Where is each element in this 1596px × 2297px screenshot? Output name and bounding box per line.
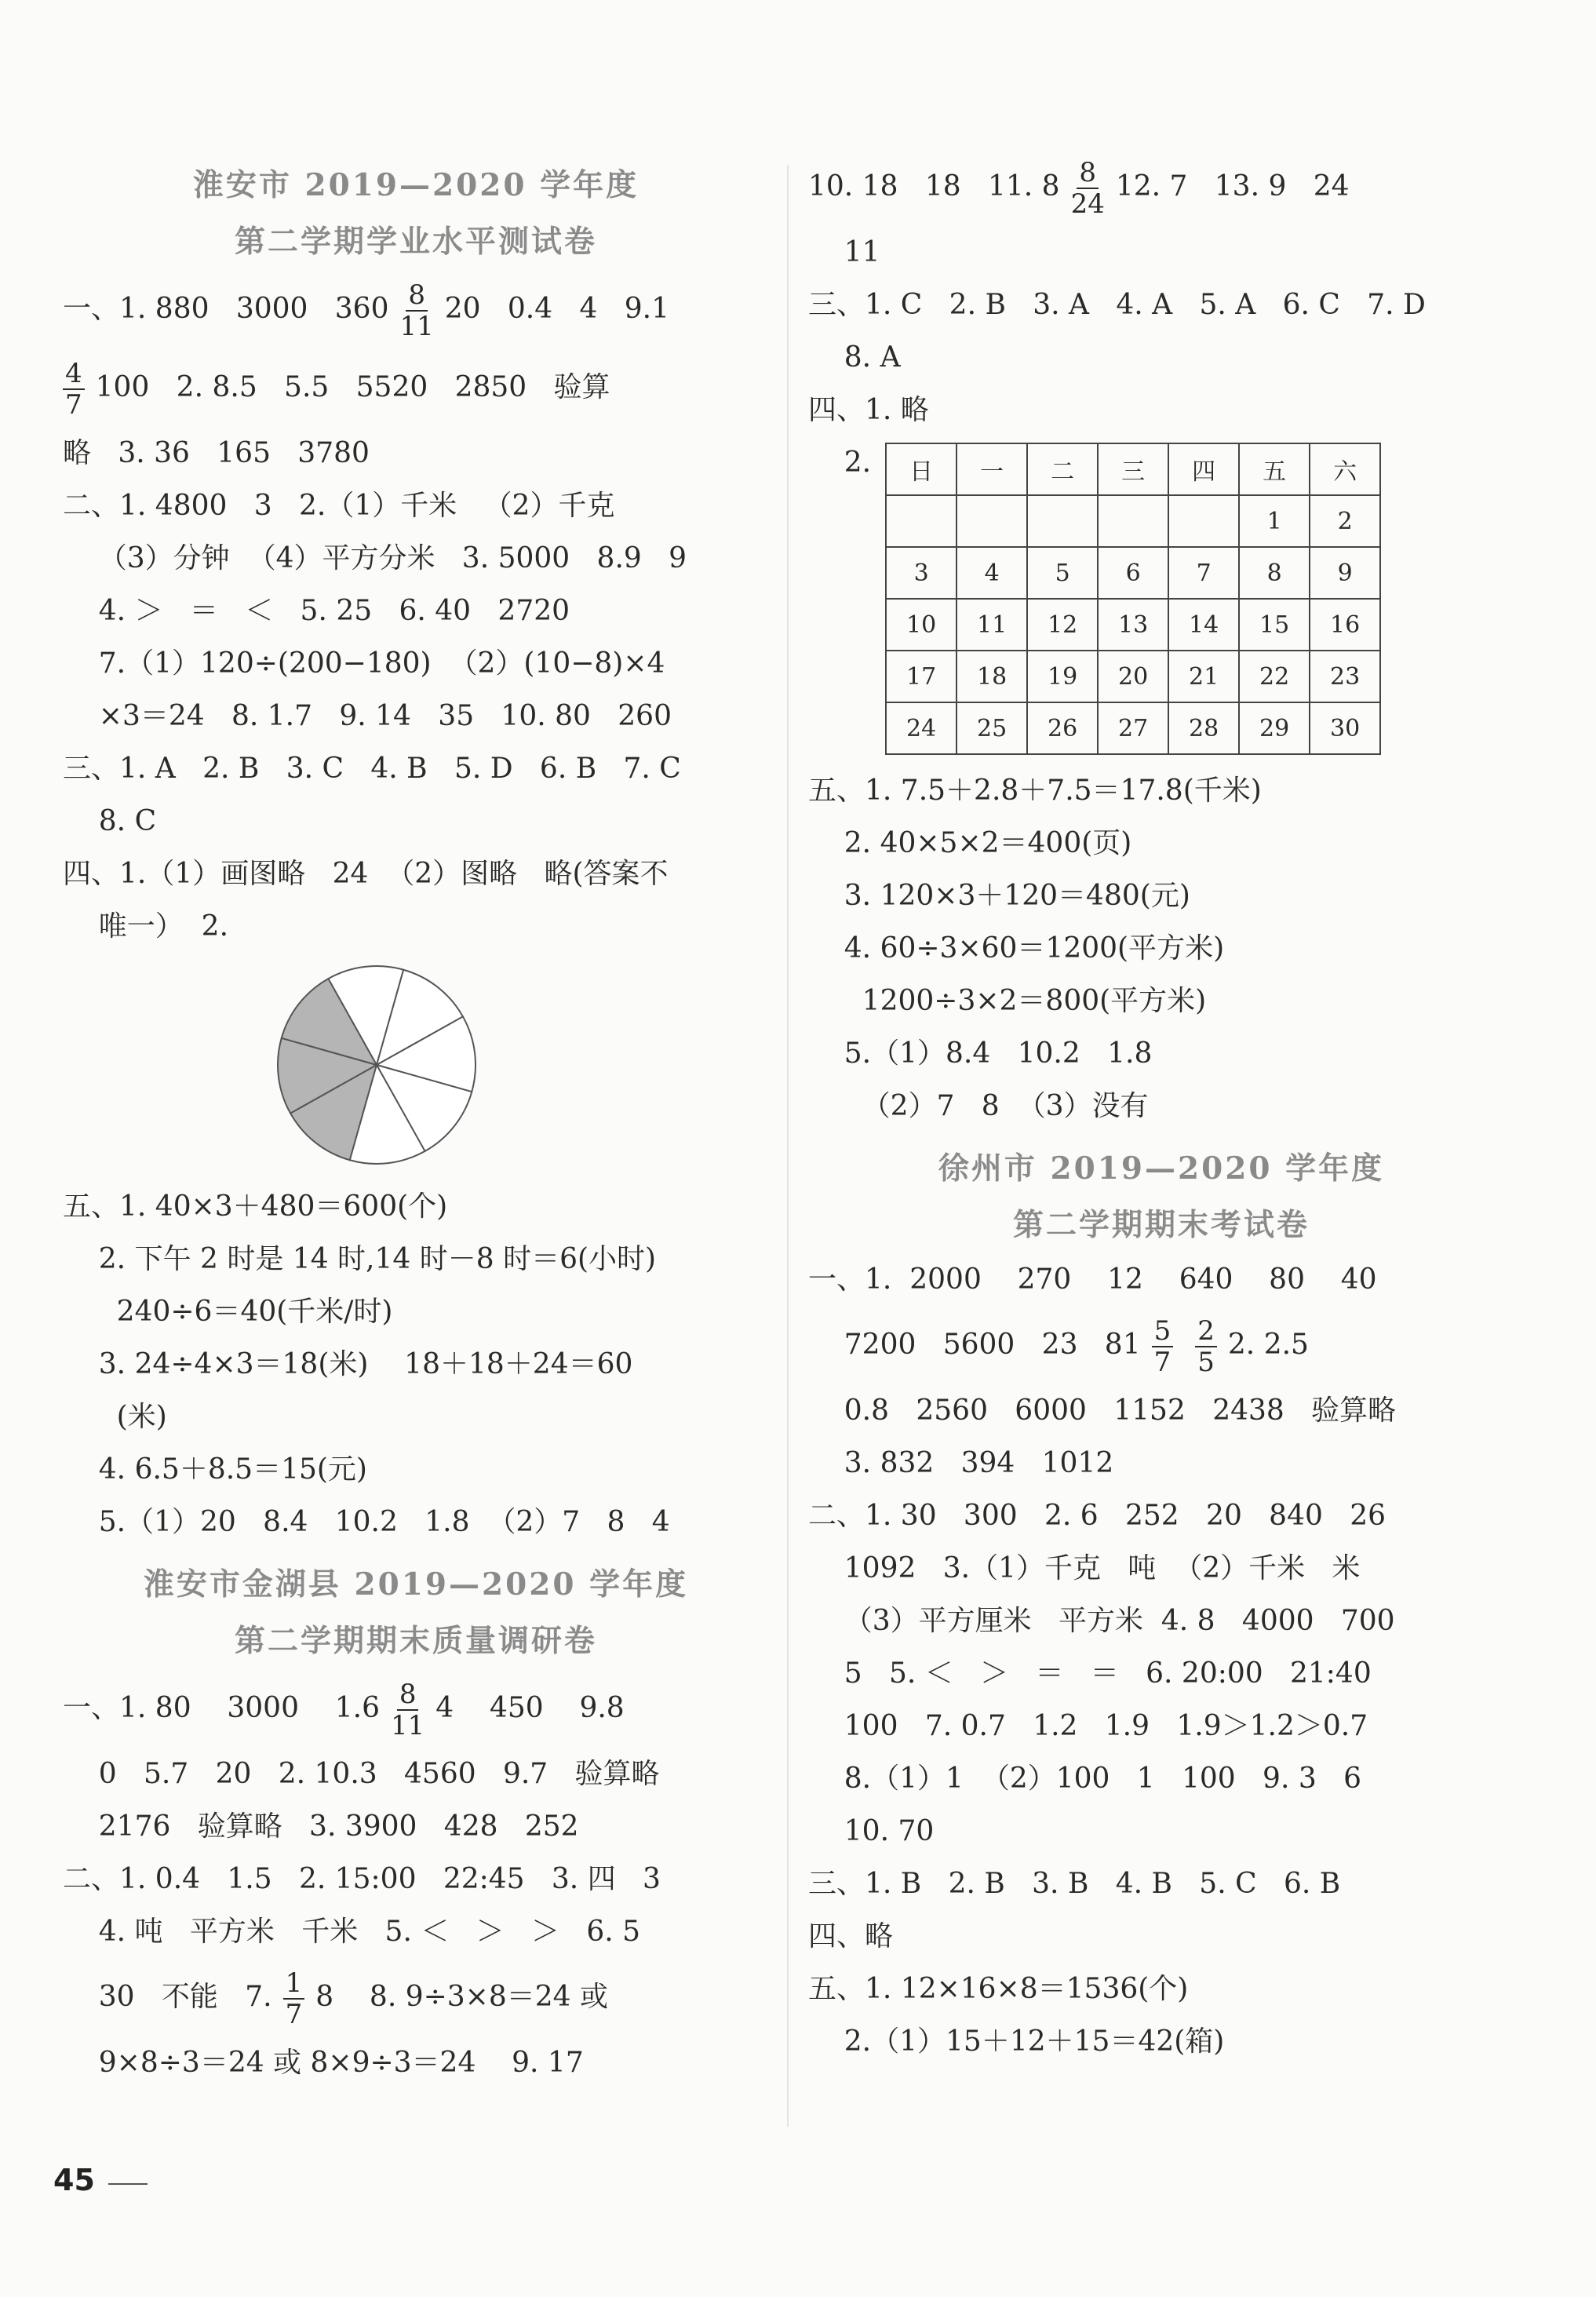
page-number: 45 [53,2163,95,2197]
calendar-cell: 14 [1168,599,1239,651]
section-title-line2: 第二学期期末考试卷 [1012,1207,1310,1243]
answer-line: 五、1. 12×16×8＝1536(个) [808,1973,1189,2005]
answer-line: 3. 832 394 1012 [808,1447,1114,1479]
answer-line: 二、1. 30 300 2. 6 252 20 840 26 [808,1500,1386,1532]
answer-line: 8. A [808,341,901,374]
calendar-cell: 2 [1310,495,1380,547]
calendar-header-cell: 日 [886,443,957,495]
answer-line: 10. 18 18 11. 8 $\frac{8}{24}$ 12. 7 13. 9 24 [808,157,1350,220]
answer-line: 30 不能 7. $\frac{1}{7}$ 8 8. 9÷3×8＝24 或 [63,1967,608,2030]
section-title-line1: 淮安市金湖县 2019—2020 学年度 [143,1566,689,1602]
fraction: $\frac{5}{7}$ [1152,1316,1174,1377]
answer-line: 5.（1）20 8.4 10.2 1.8 （2）7 8 4 [63,1506,670,1538]
answer-line: 11 [808,236,880,268]
section-title-line2: 第二学期期末质量调研卷 [234,1623,597,1659]
answer-line: 10. 70 [808,1815,935,1847]
fraction: $\frac{8}{24}$ [1070,157,1105,220]
fraction: $\frac{1}{7}$ [283,1968,305,2029]
section-title-line1: 淮安市 2019—2020 学年度 [192,167,639,203]
answer-line: 9×8÷3＝24 或 8×9÷3＝24 9. 17 [63,2047,584,2079]
answer-line: 五、1. 7.5＋2.8＋7.5＝17.8(千米) [808,775,1262,807]
fraction: $\frac{2}{5}$ [1195,1316,1217,1377]
answer-line: 7200 5600 23 81 $\frac{5}{7}$ $\frac{2}{5}$ 2. 2.5 [808,1315,1309,1378]
answer-line: ×3＝24 8. 1.7 9. 14 35 10. 80 260 [63,700,672,732]
answer-line: 240÷6＝40(千米/时) [63,1296,393,1328]
answer-line: 2176 验算略 3. 3900 428 252 [63,1810,579,1843]
fraction: $\frac{4}{7}$ [63,359,85,420]
answer-line: 一、1. 880 3000 360 $\frac{8}{11}$ 20 0.4 4 9.1 [63,279,669,342]
answer-line: 4. 60÷3×60＝1200(平方米) [808,932,1225,964]
calendar-cell: 24 [886,702,957,754]
calendar-header-cell: 一 [957,443,1027,495]
section-jinhu-test [63,1556,769,2089]
calendar-cell: 30 [1310,702,1380,754]
answer-line: 一、1. 2000 270 12 640 80 40 [808,1263,1377,1296]
answer-line: 1200÷3×2＝800(平方米) [808,985,1207,1017]
answer-line: 7.（1）120÷(200−180) （2）(10−8)×4 [63,647,665,680]
calendar-cell: 4 [957,547,1027,599]
section-huaian-test [63,157,769,1548]
calendar-cell: 6 [1098,547,1168,599]
answer-line: 四、1.（1）画图略 24 （2）图略 略(答案不 [63,858,669,890]
calendar-cell: 1 [1239,495,1310,547]
answer-line: 一、1. 80 3000 1.6 $\frac{8}{11}$ 4 450 9.8 [63,1679,625,1741]
calendar-header-row [886,443,1380,495]
calendar-cell: 22 [1239,651,1310,702]
answer-line: （3）平方厘米 平方米 4. 8 4000 700 [808,1605,1395,1637]
calendar-cell: 3 [886,547,957,599]
answer-line: 3. 120×3＋120＝480(元) [808,880,1190,912]
calendar-cell [886,495,957,547]
answer-line: 2. [808,447,872,479]
answer-line: 0 5.7 20 2. 10.3 4560 9.7 验算略 [63,1758,660,1790]
answer-line: （2）7 8 （3）没有 [808,1090,1149,1122]
section-xuzhou-test [808,1140,1514,2068]
calendar-cell: 13 [1098,599,1168,651]
answer-line: (米) [63,1401,167,1433]
calendar-cell [957,495,1027,547]
calendar-cell: 16 [1310,599,1380,651]
answer-line: 4. ＞ ＝ ＜ 5. 25 6. 40 2720 [63,595,570,627]
calendar-cell: 25 [957,702,1027,754]
calendar-cell [1168,495,1239,547]
answer-line: $\frac{4}{7}$ 100 2. 8.5 5.5 5520 2850 验算 [63,348,769,427]
calendar-answer [808,436,1514,764]
answer-line: 3. 24÷4×3＝18(米) 18＋18＋24＝60 [63,1348,633,1380]
column-divider [787,165,789,2127]
calendar-row [886,702,1380,754]
calendar-cell: 21 [1168,651,1239,702]
calendar-header-cell: 六 [1310,443,1380,495]
calendar-header-cell: 五 [1239,443,1310,495]
answer-line: （3）分钟 （4）平方分米 3. 5000 8.9 9 [63,542,687,574]
answer-line: 8. C [63,805,157,837]
answer-line: 100 7. 0.7 1.2 1.9 1.9＞1.2＞0.7 [808,1710,1368,1742]
answer-line: 二、1. 4800 3 2.（1）千米 （2）千克 [63,490,615,522]
calendar-cell [1027,495,1098,547]
left-column [63,157,769,2089]
answer-line: 2. 下午 2 时是 14 时,14 时－8 时＝6(小时) [63,1243,657,1275]
calendar-cell: 28 [1168,702,1239,754]
calendar-row [886,599,1380,651]
fraction: $\frac{8}{11}$ [399,279,434,342]
answer-line: 三、1. B 2. B 3. B 4. B 5. C 6. B [808,1868,1341,1900]
answer-line: 三、1. C 2. B 3. A 4. A 5. A 6. C 7. D [808,289,1426,321]
answer-line: 8.（1）1 （2）100 1 100 9. 3 6 [808,1763,1361,1795]
calendar-cell: 17 [886,651,957,702]
calendar-cell: 8 [1239,547,1310,599]
answer-line: 5.（1）8.4 10.2 1.8 [808,1037,1153,1070]
calendar-cell: 29 [1239,702,1310,754]
section-title-line2: 第二学期学业水平测试卷 [234,224,597,260]
calendar-cell: 15 [1239,599,1310,651]
calendar-row [886,547,1380,599]
right-column [808,157,1514,2068]
section-huaian-continued [808,148,1514,1132]
calendar-header-cell: 三 [1098,443,1168,495]
calendar-cell: 20 [1098,651,1168,702]
answer-line: 唯一） 2. [63,910,229,942]
calendar-cell: 10 [886,599,957,651]
answer-line: 五、1. 40×3＋480＝600(个) [63,1190,448,1223]
calendar-cell: 12 [1027,599,1098,651]
calendar-cell: 7 [1168,547,1239,599]
section-title-line1: 徐州市 2019—2020 学年度 [938,1150,1385,1187]
answer-line: 0.8 2560 6000 1152 2438 验算略 [808,1395,1397,1427]
calendar-cell: 18 [957,651,1027,702]
answer-line: 四、1. 略 [808,394,929,426]
calendar-row [886,495,1380,547]
answer-line: 四、略 [808,1920,894,1952]
calendar-row [886,651,1380,702]
calendar-cell: 11 [957,599,1027,651]
answer-line: 1092 3.（1）千克 吨 （2）千米 米 [808,1552,1361,1584]
answer-line: 4. 吨 平方米 千米 5. ＜ ＞ ＞ 6. 5 [63,1916,641,1948]
page-number-dash [108,2183,148,2185]
calendar-cell [1098,495,1168,547]
fraction: $\frac{8}{11}$ [391,1679,425,1741]
answer-line: 5 5. ＜ ＞ ＝ ＝ 6. 20:00 21:40 [808,1657,1372,1690]
calendar-cell: 27 [1098,702,1168,754]
answer-line: 三、1. A 2. B 3. C 4. B 5. D 6. B 7. C [63,753,681,785]
calendar-cell: 26 [1027,702,1098,754]
calendar-header-cell: 四 [1168,443,1239,495]
pie-chart-figure [271,959,483,1171]
answer-line: 略 3. 36 165 3780 [63,437,370,469]
calendar-table [885,443,1381,755]
answer-line: 2.（1）15＋12＋15＝42(箱) [808,2025,1225,2058]
calendar-header-cell: 二 [1027,443,1098,495]
answer-line: 二、1. 0.4 1.5 2. 15:00 22:45 3. 四 3 [63,1863,661,1895]
answer-line: 4. 6.5＋8.5＝15(元) [63,1453,367,1486]
calendar-cell: 19 [1027,651,1098,702]
answer-line: 2. 40×5×2＝400(页) [808,827,1132,859]
calendar-cell: 23 [1310,651,1380,702]
calendar-cell: 9 [1310,547,1380,599]
calendar-cell: 5 [1027,547,1098,599]
